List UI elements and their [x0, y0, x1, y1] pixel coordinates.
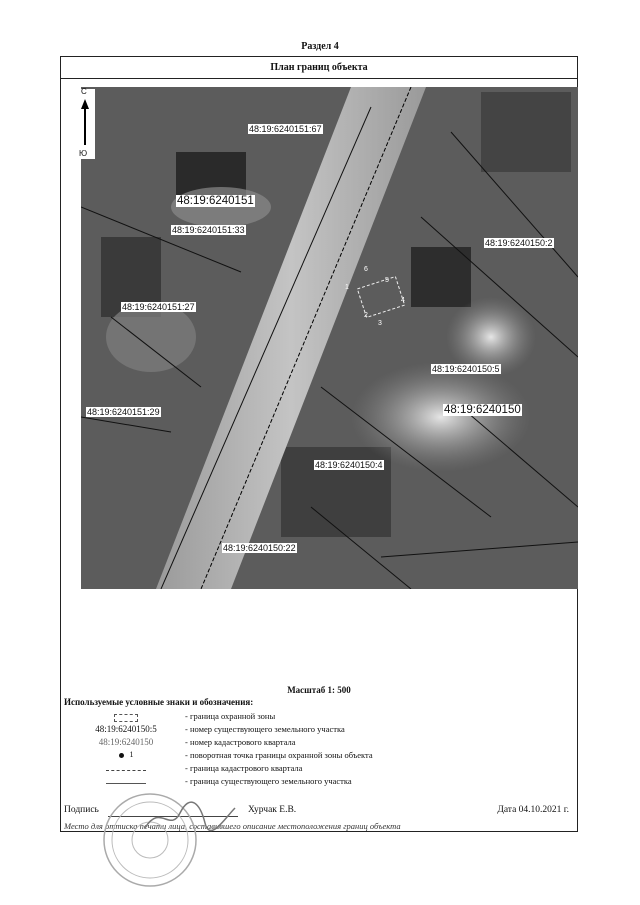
legend-item-quarter-number	[61, 737, 577, 749]
legend-symbol-quarter-number: 48:19:6240150	[98, 737, 154, 747]
map-label-quarter: 48:19:6240150	[444, 404, 521, 416]
legend-text: - граница охранной зоны	[185, 711, 276, 721]
turning-point: 3	[378, 320, 382, 327]
map-image	[81, 87, 578, 589]
legend-symbol-zone	[71, 711, 181, 723]
legend-symbol-plot-number: 48:19:6240150:5	[95, 724, 157, 734]
scale-label: Масштаб 1: 500	[287, 685, 351, 695]
legend-symbol-plot-boundary	[71, 776, 181, 788]
turning-point: 1	[345, 284, 349, 291]
signature-label: Подпись	[64, 805, 99, 815]
map-label: 48:19:6240151:27	[122, 302, 195, 312]
map-label-quarter: 48:19:6240151	[177, 195, 254, 207]
signature-date: Дата 04.10.2021 г.	[497, 805, 569, 815]
map-label: 48:19:6240150:2	[485, 238, 553, 248]
signatory-name: Хурчак Е.В.	[248, 805, 297, 815]
map-label: 48:19:6240151:67	[249, 124, 322, 134]
legend-item-turning-point	[61, 750, 577, 762]
section-title: Раздел 4	[301, 41, 339, 52]
legend-text: - граница кадастрового квартала	[185, 763, 303, 773]
stamp-place-note: Место для оттиска печати лица, составившего описание местоположения границ объекта	[64, 821, 401, 831]
compass-north: С	[81, 87, 87, 96]
legend-text: - номер существующего земельного участка	[185, 724, 345, 734]
legend-symbol-quarter-boundary	[71, 763, 181, 775]
legend-title: Используемые условные знаки и обозначения:	[64, 697, 254, 707]
map-label: 48:19:6240151:29	[87, 407, 160, 417]
turning-point: 2	[364, 312, 368, 319]
legend-item-quarter-boundary	[61, 763, 577, 775]
legend-point-number: 1	[129, 750, 134, 759]
legend-text: - номер кадастрового квартала	[185, 737, 296, 747]
map-label: 48:19:6240150:22	[223, 543, 296, 553]
turning-point: 4	[401, 297, 405, 304]
signature-scribble-icon	[140, 798, 240, 838]
plan-title: План границ объекта	[61, 57, 577, 79]
map-label: 48:19:6240150:5	[432, 364, 500, 374]
compass-south: Ю	[79, 149, 88, 158]
legend-item-zone	[61, 711, 577, 723]
legend-text: - граница существующего земельного участка	[185, 776, 352, 786]
plan-frame	[60, 56, 578, 832]
legend-text: - поворотная точка границы охранной зоны объекта	[185, 750, 373, 760]
turning-point: 5	[385, 277, 389, 284]
legend-item-plot-boundary	[61, 776, 577, 788]
turning-point: 6	[364, 266, 368, 273]
legend-symbol-turning-point	[71, 750, 181, 762]
legend-item-plot-number	[61, 724, 577, 736]
point-dot-icon	[119, 753, 124, 758]
map-label: 48:19:6240150:4	[315, 460, 383, 470]
map-label: 48:19:6240151:33	[172, 225, 245, 235]
